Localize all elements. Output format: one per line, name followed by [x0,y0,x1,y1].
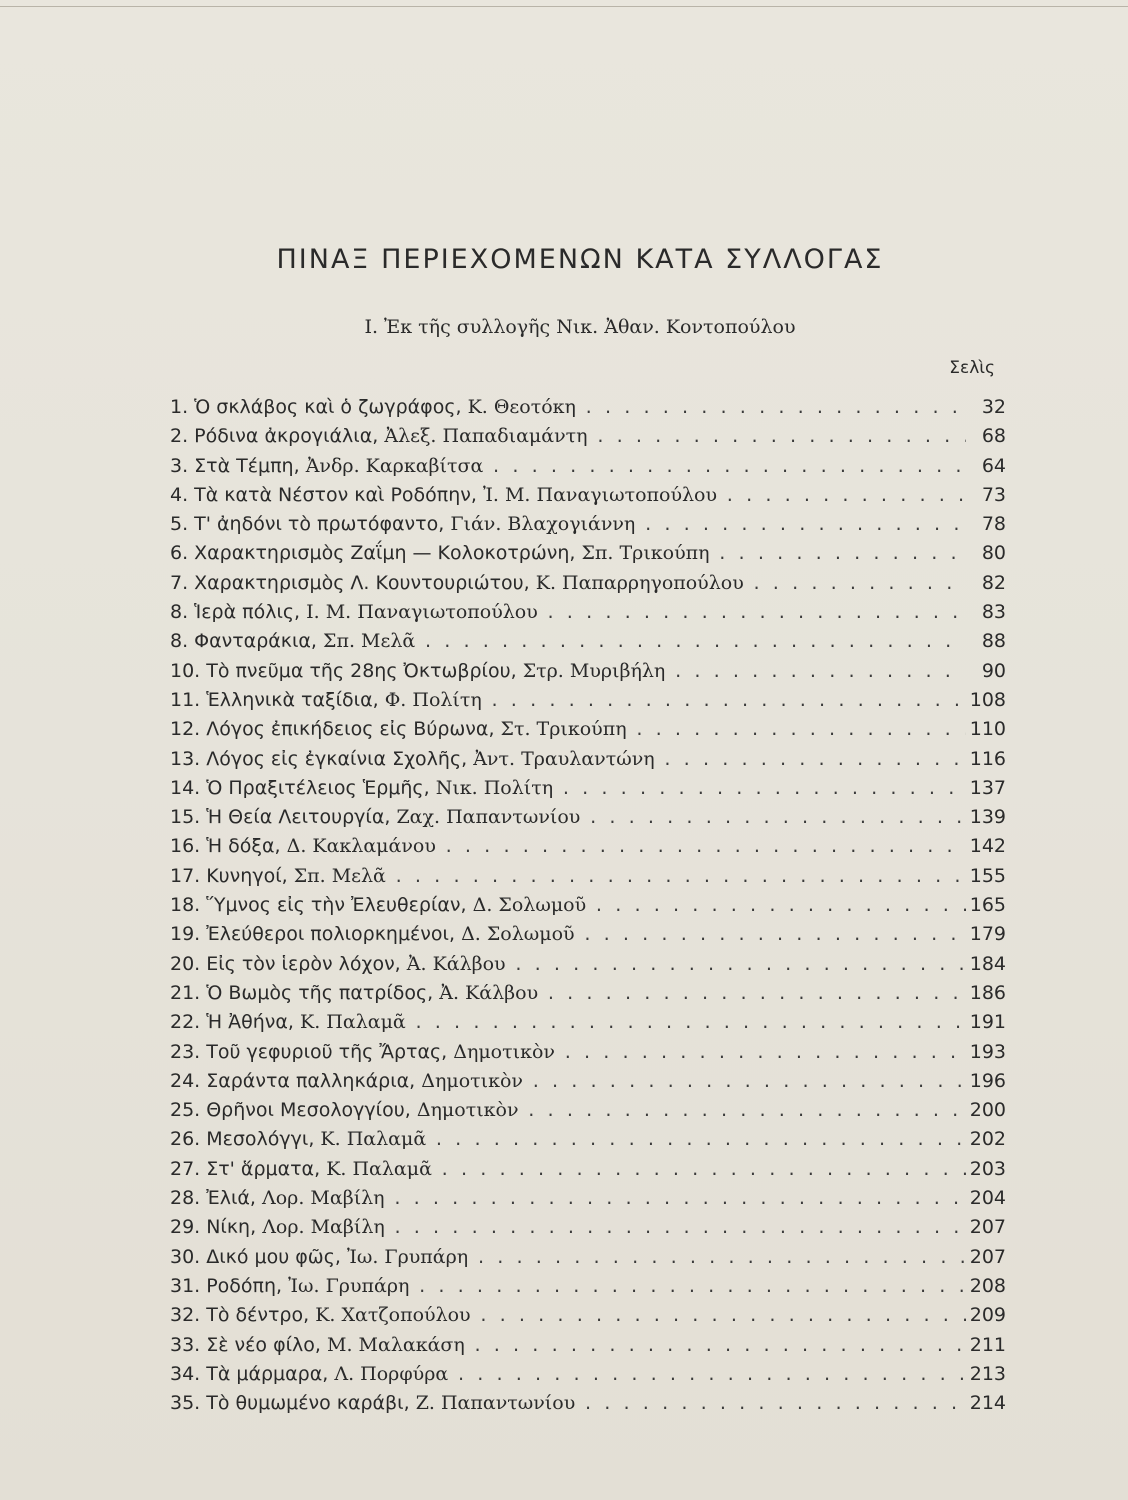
page-title: ΠΙΝΑΞ ΠΕΡΙΕΧΟΜΕΝΩΝ ΚΑΤΑ ΣΥΛΛΟΓΑΣ [276,244,884,275]
entry-author: Δημοτικὸν [416,1099,519,1122]
entry-author: Ἀ. Κάλβου [439,981,539,1004]
toc-entry [170,1334,1006,1363]
entry-number: 2. [170,425,189,448]
dot-leader [473,1336,966,1355]
entry-number: 28. [170,1187,201,1210]
entry-author: Σπ. Τρικούπη [581,542,710,565]
dot-leader [718,544,966,563]
entry-title: Λόγος εἰς ἐγκαίνια Σχολῆς, [206,747,468,770]
toc-entry [170,806,1006,835]
entry-number: 27. [170,1157,201,1180]
entry-author: Κ. Θεοτόκη [467,396,576,418]
entry-title: Λόγος ἐπικήδειος εἰς Βύρωνα, [206,718,495,741]
dot-leader [393,1218,966,1237]
entry-author: Δ. Κακλαμάνου [286,835,436,858]
entry-author: Ἰω. Γρυπάρη [288,1274,410,1297]
toc-entry [170,748,1006,777]
dot-leader [561,779,966,798]
dot-leader [514,955,966,974]
entry-author: Ἀνδρ. Καρκαβίτσα [305,454,484,477]
entry-title: Τὸ πνεῦμα τῆς 28ης Ὀκτωβρίου, [206,659,517,682]
entry-author: Δημοτικὸν [453,1040,555,1063]
entry-number: 1. [170,396,189,418]
entry-title: Ρόδινα ἀκρογιάλια, [194,425,379,448]
entry-title: Θρῆνοι Μεσολογγίου, [206,1099,411,1122]
entry-page-number: 155 [969,864,1006,887]
toc-entry [170,894,1006,923]
entry-page-number: 207 [969,1245,1006,1268]
entry-page-number: 108 [969,688,1006,711]
entry-page-number: 142 [969,835,1006,858]
entry-number: 17. [170,864,201,887]
entry-page-number: 90 [981,659,1006,682]
entry-author: Κ. Χατζοπούλου [315,1304,471,1327]
dot-leader [725,486,966,505]
dot-leader [440,1160,966,1179]
entry-number: 35. [170,1392,201,1415]
dot-leader [594,896,966,915]
toc-entry [170,1363,1006,1392]
toc-entry [170,718,1006,747]
toc-entry [170,982,1006,1011]
toc-entry [170,601,1006,630]
dot-leader [531,1072,966,1091]
entry-number: 32. [170,1304,201,1327]
entry-title: Ὁ σκλάβος καὶ ὁ ζωγράφος, [194,396,462,418]
entry-author: Νικ. Πολίτη [435,776,554,799]
entry-title: Τὸ δέντρο, [206,1304,310,1327]
entry-number: 24. [170,1069,201,1092]
entry-number: 12. [170,718,201,741]
entry-page-number: 207 [969,1216,1006,1239]
entry-number: 10. [170,659,201,682]
entry-page-number: 80 [981,542,1006,565]
entry-title: Νίκη, [206,1216,257,1239]
entry-page-number: 73 [981,483,1006,506]
entry-page-number: 191 [969,1011,1006,1034]
dot-leader [643,515,966,534]
table-of-contents [170,396,1006,1421]
entry-title: Τὸ θυμωμένο καράβι, [206,1392,410,1415]
dot-leader [491,457,966,476]
toc-entry [170,572,1006,601]
entry-title: Ἡ Ἀθήνα, [206,1011,294,1034]
entry-title: Σαράντα παλληκάρια, [206,1069,416,1092]
entry-page-number: 211 [969,1333,1006,1356]
entry-author: Ἀντ. Τραυλαντώνη [473,747,655,770]
entry-page-number: 214 [969,1392,1006,1415]
entry-number: 16. [170,835,201,858]
entry-number: 5. [170,513,189,536]
entry-page-number: 203 [969,1157,1006,1180]
entry-page-number: 68 [981,425,1006,448]
toc-entry [170,1158,1006,1187]
entry-title: Τὰ κατὰ Νέστον καὶ Ροδόπην, [194,483,477,506]
entry-author: Ζαχ. Παπαντωνίου [396,806,581,829]
entry-title: Ἱερὰ πόλις, [194,601,301,624]
dot-leader [546,603,966,622]
dot-leader [423,632,966,651]
toc-entry [170,1392,1006,1421]
entry-number: 8. [170,601,189,624]
dot-leader [444,837,966,856]
entry-author: Λορ. Μαβίλη [262,1187,385,1210]
entry-number: 26. [170,1128,201,1151]
toc-entry [170,660,1006,689]
toc-entry [170,923,1006,952]
entry-author: Ἀλεξ. Παπαδιαμάντη [384,425,588,448]
entry-page-number: 208 [969,1274,1006,1297]
entry-title: Ἑλληνικὰ ταξίδια, [206,688,379,711]
entry-author: Φ. Πολίτη [384,688,482,711]
toc-entry [170,835,1006,864]
entry-title: Ροδόπη, [206,1274,283,1297]
entry-number: 31. [170,1274,201,1297]
dot-leader [563,1043,966,1062]
dot-leader [456,1365,966,1384]
toc-entry [170,513,1006,542]
dot-leader [596,427,966,446]
entry-title: Χαρακτηρισμὸς Λ. Κουντουριώτου, [194,571,530,594]
toc-entry [170,1011,1006,1040]
entry-number: 21. [170,981,201,1004]
dot-leader [546,984,966,1003]
toc-entry [170,777,1006,806]
page-column-label: Σελὶς [949,358,995,378]
dot-leader [588,808,965,827]
entry-number: 23. [170,1040,201,1063]
entry-author: Δ. Σολωμοῦ [461,923,575,946]
entry-number: 13. [170,747,201,770]
entry-author: Σπ. Μελᾶ [293,864,386,887]
dot-leader [663,750,966,769]
entry-page-number: 196 [969,1069,1006,1092]
entry-number: 14. [170,776,201,799]
entry-author: Στ. Τρικούπη [500,718,627,741]
entry-number: 34. [170,1362,201,1385]
entry-author: Στρ. Μυριβήλη [522,659,666,682]
toc-entry [170,1128,1006,1157]
dot-leader [476,1248,966,1267]
entry-title: Ὁ Βωμὸς τῆς πατρίδος, [206,981,434,1004]
entry-author: Κ. Παλαμᾶ [300,1011,406,1034]
entry-number: 22. [170,1011,201,1034]
entry-title: Τ' ἀηδόνι τὸ πρωτόφαντο, [194,513,445,536]
toc-entry [170,1275,1006,1304]
entry-number: 6. [170,542,189,565]
dot-leader [635,720,966,739]
entry-author: Κ. Παλαμᾶ [320,1128,427,1151]
toc-entry [170,865,1006,894]
entry-page-number: 200 [969,1099,1006,1122]
entry-page-number: 186 [969,981,1006,1004]
entry-number: 33. [170,1333,201,1356]
dot-leader [583,1394,965,1413]
entry-page-number: 213 [969,1362,1006,1385]
entry-number: 18. [170,894,201,917]
entry-page-number: 202 [969,1128,1006,1151]
toc-entry [170,425,1006,454]
dot-leader [417,1277,965,1296]
dot-leader [527,1101,966,1120]
entry-number: 30. [170,1245,201,1268]
toc-entry [170,1187,1006,1216]
entry-author: Δημοτικὸν [421,1069,523,1092]
dot-leader [752,574,966,593]
entry-number: 7. [170,571,189,594]
entry-page-number: 193 [969,1040,1006,1063]
entry-title: Ἡ δόξα, [206,835,281,858]
entry-number: 11. [170,688,201,711]
entry-title: Τὰ μάρμαρα, [206,1362,329,1385]
entry-author: Γιάν. Βλαχογιάννη [450,513,636,536]
toc-entry [170,1304,1006,1333]
entry-author: Σπ. Μελᾶ [323,630,416,653]
entry-title: Ἡ Θεία Λειτουργία, [206,806,391,829]
entry-title: Τοῦ γεφυριοῦ τῆς Ἄρτας, [206,1040,448,1063]
dot-leader [394,867,966,886]
entry-author: Ι. Μ. Παναγιωτοπούλου [306,601,538,624]
entry-page-number: 78 [981,513,1006,536]
entry-page-number: 179 [969,923,1006,946]
entry-title: Μεσολόγγι, [206,1128,315,1151]
entry-page-number: 32 [981,396,1006,418]
entry-number: 15. [170,806,201,829]
entry-title: Ὁ Πραξιτέλειος Ἑρμῆς, [206,776,430,799]
entry-author: Ἰ. Μ. Παναγιωτοπούλου [482,483,718,506]
entry-title: Εἰς τὸν ἱερὸν λόχον, [206,952,401,975]
toc-entry [170,1246,1006,1275]
entry-title: Δικό μου φῶς, [206,1245,341,1268]
entry-title: Στ' ἅρματα, [206,1157,321,1180]
entry-number: 29. [170,1216,201,1239]
entry-author: Ζ. Παπαντωνίου [415,1392,576,1415]
toc-entry [170,1070,1006,1099]
toc-entry [170,1041,1006,1070]
entry-title: Ἐλεύθεροι πολιορκημένοι, [206,923,456,946]
entry-number: 19. [170,923,201,946]
toc-entry [170,689,1006,718]
dot-leader [393,1189,966,1208]
entry-author: Κ. Παπαρρηγοπούλου [535,571,744,594]
entry-author: Κ. Παλαμᾶ [326,1157,432,1180]
entry-number: 25. [170,1099,201,1122]
entry-title: Ἐλιά, [206,1187,256,1210]
toc-entry [170,1216,1006,1245]
entry-author: Μ. Μαλακάση [327,1333,465,1356]
dot-leader [434,1130,966,1149]
top-edge-rule [0,6,1128,7]
toc-entry [170,484,1006,513]
dot-leader [584,398,966,417]
entry-title: Ὕμνος εἰς τὴν Ἐλευθερίαν, [206,894,467,917]
entry-author: Λορ. Μαβίλη [262,1216,385,1239]
toc-entry [170,630,1006,659]
toc-entry [170,1099,1006,1128]
entry-page-number: 110 [969,718,1006,741]
toc-entry [170,396,1006,425]
entry-number: 4. [170,483,189,506]
dot-leader [490,691,966,710]
entry-number: 8. [170,630,189,653]
entry-author: Λ. Πορφύρα [334,1362,449,1385]
entry-page-number: 82 [981,571,1006,594]
entry-page-number: 64 [981,454,1006,477]
entry-title: Χαρακτηρισμὸς Ζαΐμη — Κολοκοτρώνη, [194,542,576,565]
entry-title: Κυνηγοί, [206,864,288,887]
entry-page-number: 137 [969,776,1006,799]
dot-leader [414,1013,966,1032]
entry-page-number: 165 [969,894,1006,917]
entry-title: Στὰ Τέμπη, [194,454,300,477]
toc-entry [170,953,1006,982]
collection-subtitle: Ι. Ἐκ τῆς συλλογῆς Νικ. Ἀθαν. Κοντοπούλου [364,316,796,338]
entry-number: 3. [170,454,189,477]
entry-page-number: 83 [981,601,1006,624]
toc-entry [170,455,1006,484]
entry-page-number: 139 [969,806,1006,829]
entry-author: Ἰω. Γρυπάρη [346,1245,469,1268]
entry-author: Ἀ. Κάλβου [406,952,506,975]
entry-page-number: 116 [969,747,1006,770]
entry-page-number: 88 [981,630,1006,653]
entry-title: Σὲ νέο φίλο, [206,1333,321,1356]
entry-page-number: 209 [969,1304,1006,1327]
toc-entry [170,542,1006,571]
entry-title: Φανταράκια, [194,630,317,653]
dot-leader [673,662,966,681]
dot-leader [479,1306,966,1325]
entry-number: 20. [170,952,201,975]
entry-page-number: 204 [969,1187,1006,1210]
entry-author: Δ. Σολωμοῦ [472,894,587,917]
dot-leader [583,925,966,944]
entry-page-number: 184 [969,952,1006,975]
